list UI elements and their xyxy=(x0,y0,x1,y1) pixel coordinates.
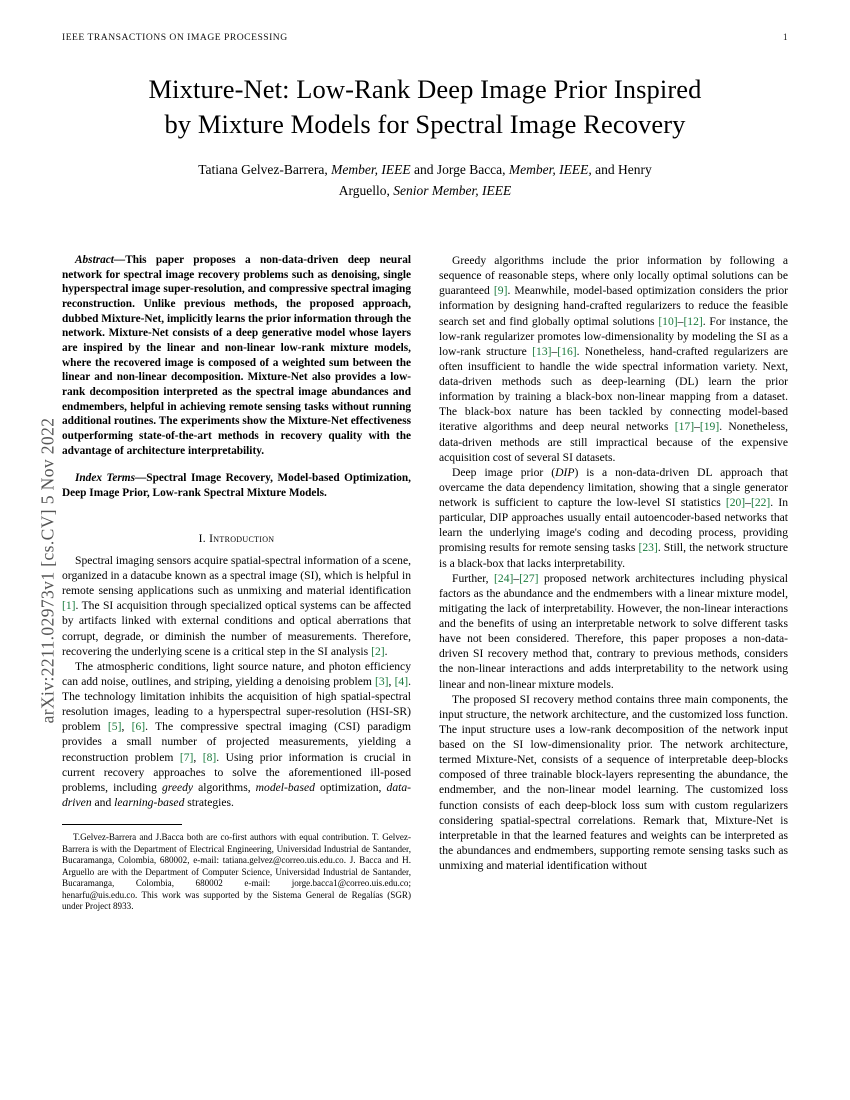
citation-ref[interactable]: [1] xyxy=(62,599,76,613)
index-terms-text: Spectral Image Recovery, Model-based Optimization, Deep Image Prior, Low-rank Spectral Mixture Models. xyxy=(62,472,411,500)
journal-name: IEEE TRANSACTIONS ON IMAGE PROCESSING xyxy=(62,32,288,43)
text-run: . Still, the network structure is a black-box that lacks interpretability. xyxy=(439,541,788,570)
text-run: , xyxy=(121,720,132,734)
right-column xyxy=(439,253,788,1053)
text-run: proposed network architectures including physical factors as the abundance and the endmembers with a linear mixture model, mitigating the lack of interpretability. However, the non-linear interactions and the benefits of using an interpretable network to solve different tasks have not been considered. Therefore, this paper proposes a non-data-driven SI recovery method that, contrary to previous methods, considers the non-linear interactions and adds interpretability to the network using linear and non-linear mixture models. xyxy=(439,571,789,691)
text-run: algorithms, xyxy=(193,780,256,794)
text-run: Further, xyxy=(452,571,495,585)
index-terms xyxy=(62,471,411,500)
text-run: . For instance, the low-rank regularizer promotes low-dimensionality by modeling the SI as a low-rank structure xyxy=(439,314,789,358)
text-run: Greedy algorithms include the prior information by following a sequence of reasonable steps, where only locally optimal solutions can be guaranteed xyxy=(439,254,788,298)
footnote-divider xyxy=(62,824,182,825)
author-segment: and Jorge Bacca, xyxy=(410,162,509,177)
text-run: , xyxy=(388,674,395,688)
citation-ref[interactable]: [13] xyxy=(532,344,552,358)
text-run: Spectral imaging sensors acquire spatial-spectral information of a scene, organized in a datacube known as a spectral image (SI), which is helpful in remote sensing applications such as unmixing and material identification xyxy=(62,553,411,598)
text-run: . The technology limitation inhibits the acquisition of high spatial-spectral resolution images, leading to a hyperspectral super-resolution (HSI-SR) problem xyxy=(62,674,411,734)
emphasis-run: greedy xyxy=(161,780,194,794)
citation-ref[interactable]: [5] xyxy=(107,720,122,734)
citation-ref[interactable]: [9] xyxy=(493,284,508,298)
abstract-text: This paper proposes a non-data-driven deep neural network for spectral image recovery problems such as denoising, single hyperspectral image super-resolution, and compressive spectral imaging reconstruction. Unlike previous methods, the proposed approach, dubbed Mixture-Net, implicitly learns the prior information through the network. Mixture-Net consists of a deep generative model whose layers are inspired by the linear and non-linear low-rank mixture models, where the recovered image is composed of a weighted sum between the linear and non-linear decomposition. Mixture-Net also provides a low-rank decomposition interpreted as the spectral image abundances and endmembers, helpful in achieving remote sensing tasks without running additional routines. The experiments show the Mixture-Net effectiveness outperforming state-of-the-art methods in recovery quality with the advantage of architecture interpretability. xyxy=(62,254,411,457)
citation-ref[interactable]: [23] xyxy=(638,541,658,555)
author-segment: Tatiana Gelvez-Barrera, xyxy=(198,162,332,177)
text-run: optimization, xyxy=(314,780,387,794)
citation-ref[interactable]: [24] xyxy=(494,571,514,585)
text-run: ) is a non-data-driven DL approach that overcame the data dependency limitation, showing that a single generator network is sufficient to capture the low-level SI statistics xyxy=(439,465,788,509)
section-heading-introduction: I. Introduction xyxy=(198,531,275,545)
paragraph-right-2 xyxy=(439,465,788,571)
running-head xyxy=(62,32,788,43)
author-list xyxy=(120,160,730,201)
citation-ref[interactable]: [16] xyxy=(557,344,577,358)
page-title xyxy=(70,72,780,142)
title-line-2: by Mixture Models for Spectral Image Recovery xyxy=(164,109,686,140)
paragraph-right-3 xyxy=(439,571,788,692)
citation-ref[interactable]: [22] xyxy=(750,496,771,509)
page-number: 1 xyxy=(782,32,788,42)
text-run: – xyxy=(694,420,700,434)
text-run: strategies. xyxy=(184,795,234,809)
emphasis-run: data-driven xyxy=(62,780,411,809)
text-run: , xyxy=(193,750,203,764)
text-run: . The compressive spectral imaging (CSI) paradigm provides a small number of projected measurements, yielding a reconstruction problem xyxy=(62,720,411,764)
text-run: . Meanwhile, model-based optimization considers the prior information by designing hand-crafted regularizers to reduce the feasible search set and find globally optimal solutions xyxy=(439,284,788,328)
text-run: – xyxy=(551,344,558,358)
paragraph-right-1 xyxy=(439,253,788,465)
author-membership: Senior Member, IEEE xyxy=(393,182,512,198)
author-segment: and Henry xyxy=(591,162,652,177)
citation-ref[interactable]: [7] xyxy=(179,750,194,764)
index-terms-label: Index Terms— xyxy=(75,472,147,485)
author-segment: Arguello, xyxy=(338,182,394,198)
text-run: – xyxy=(677,314,684,328)
citation-ref[interactable]: [17] xyxy=(674,420,695,434)
citation-ref[interactable]: [4] xyxy=(394,674,409,688)
citation-ref[interactable]: [20] xyxy=(725,496,746,509)
left-column xyxy=(62,253,411,1053)
emphasis-run: DIP xyxy=(555,465,575,479)
text-run: . xyxy=(384,644,388,658)
paragraph-right-4: The proposed SI recovery method contains three main components, the input structure, the network architecture, and the customized loss function. The input structure uses a low-rank decomposition of the network input based on the SI low-dimensionality prior. The network architecture, termed Mixture-Net, consists of a sequence of interpretable deep-blocks composed of three trainable block-layers representing the abundance, the endmember, and the non-linear model learning. The customized loss function consists of each deep-block loss sum with custom regularizers considering spatial-spectral correlations. Remark that, Mixture-Net is interpretable in that the learned features and weights can be interpreted as the abundances and endmembers, supporting remote sensing tasks such as unmixing and material identification without xyxy=(439,692,788,872)
emphasis-run: learning-based xyxy=(114,795,185,809)
citation-ref[interactable]: [6] xyxy=(131,720,146,734)
arxiv-identifier-stamp: arXiv:2211.02973v1 [cs.CV] 5 Nov 2022 xyxy=(37,417,58,724)
citation-ref[interactable]: [10] xyxy=(658,314,678,328)
citation-ref[interactable]: [3] xyxy=(375,674,389,688)
text-run: . In particular, DIP approaches usually entail autoencoder-based networks that learn the underlying image's coding and decoding process, providing promising results for remote sensing tasks xyxy=(439,496,788,555)
text-run: and xyxy=(91,795,115,809)
citation-ref[interactable]: [19] xyxy=(699,420,720,434)
emphasis-run: model-based xyxy=(255,780,315,794)
citation-ref[interactable]: [12] xyxy=(683,314,703,328)
text-run: – xyxy=(513,571,520,585)
abstract xyxy=(62,253,411,458)
text-run: – xyxy=(745,496,751,509)
paragraph-intro-1 xyxy=(62,553,411,659)
author-membership: Member, IEEE, xyxy=(508,162,592,177)
abstract-label: Abstract— xyxy=(75,254,126,266)
citation-ref[interactable]: [27] xyxy=(519,571,539,585)
text-run: The atmospheric conditions, light source nature, and photon efficiency can add noise, outlines, and striping, yielding a denoising problem xyxy=(62,659,411,688)
text-run: . Nonetheless, data-driven methods are still impractical because of the expensive acquisition cost of several SI datasets. xyxy=(439,420,788,464)
title-line-1: Mixture-Net: Low-Rank Deep Image Prior Inspired xyxy=(148,74,702,104)
two-column-body xyxy=(62,253,788,1053)
citation-ref[interactable]: [2] xyxy=(371,644,385,658)
text-run: . Using prior information is crucial in current recovery approaches to solve the aforementioned ill-posed problems, including xyxy=(62,750,411,794)
text-run: . Nonetheless, hand-crafted regularizers are often insufficient to handle the wide spectral information variety. Next, data-driven methods such as deep-learning (DL) learn the prior information by training a black-box non-linear mapping from a dataset. The black-box nature has been tackled by connecting model-based iterative algorithms and deep neural networks xyxy=(439,344,788,434)
author-membership: Member, IEEE xyxy=(331,162,411,177)
paragraph-intro-2 xyxy=(62,659,411,810)
footnote-text: T.Gelvez-Barrera and J.Bacca both are co-first authors with equal contribution. T. Gelvez-Barrera is with the Department of Electrical Engineering, Universidad Industrial de Santander, Bucaramanga, Colombia, 680002, e-mail: tatiana.gelvez@correo.uis.edu.co. J. Bacca and H. Arguello are with the Department of Computer Science, Universidad Industrial de Santander, Bucaramanga, Colombia, 680002 e-mail: jorge.bacca1@correo.uis.edu.co; henarfu@uis.edu.co. This work was supported by the Sistema General de Regalías (SGR) under Project 8933. xyxy=(62,832,411,911)
citation-ref[interactable]: [8] xyxy=(202,750,217,764)
text-run: . The SI acquisition through specialized optical systems can be affected by artifacts linked with external conditions and optical aberrations that corrupt, degrade, or diminish the number of measurements. Therefore, recovering the underlying scene is a critical step in the SI analysis xyxy=(62,599,411,658)
text-run: Deep image prior ( xyxy=(452,465,556,479)
